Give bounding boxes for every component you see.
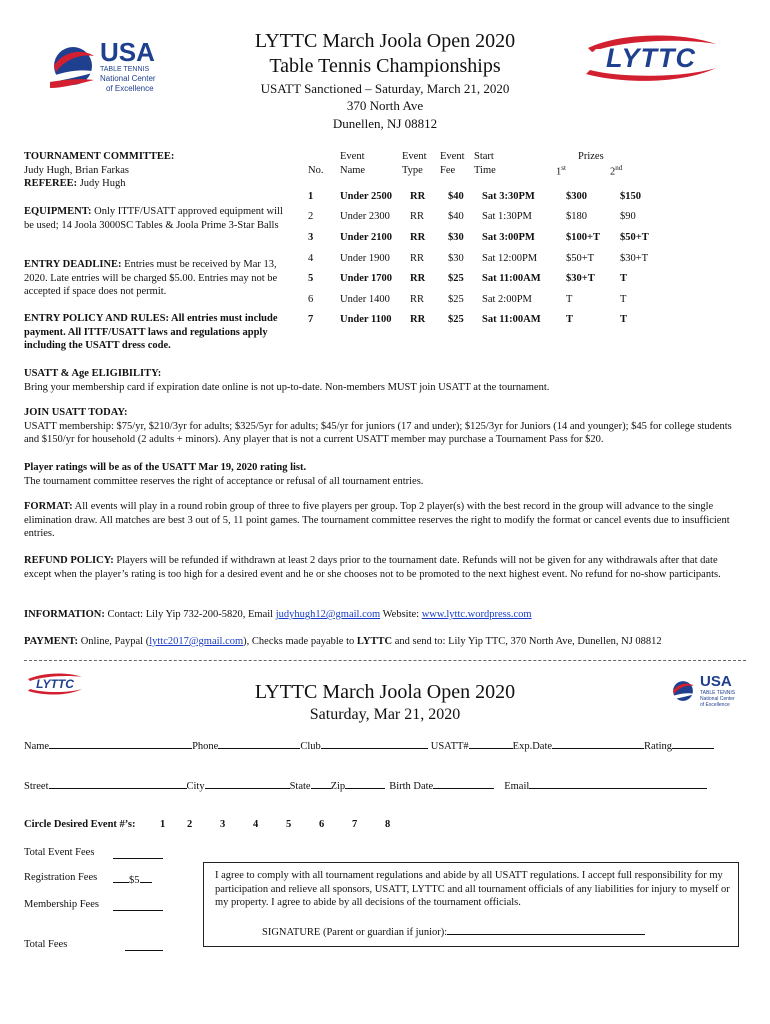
- form-title: LYTTC March Joola Open 2020: [254, 681, 516, 703]
- total-fees-label: Total Fees: [24, 939, 68, 950]
- event-choice-5[interactable]: 5: [286, 819, 292, 830]
- field-usatt-label: USATT#: [430, 741, 469, 752]
- equipment-label: EQUIPMENT:: [24, 206, 92, 217]
- form-usa-swoosh-icon: [670, 678, 696, 706]
- header-first: [556, 162, 566, 179]
- join-text: USATT membership: $75/yr, $210/3yr for adults; $325/5yr for adults; $45/yr for juniors (17 and under); $125/3yr for Juniors (14 and younger); $45 for college students and $150/yr for household (2 adults + minors). Any player that is not a current USATT member may purchase a Tournament Pass for $20.: [24, 420, 732, 445]
- field-name-input[interactable]: [49, 737, 192, 749]
- format-section: [24, 500, 746, 541]
- information-section: [24, 608, 746, 622]
- page-title: LYTTC March Joola Open 2020: [254, 30, 516, 52]
- event-no: 3: [308, 231, 314, 243]
- form-lyttc-logo: [26, 672, 84, 696]
- event-name: Under 2300: [340, 211, 390, 223]
- information-web-link[interactable]: www.lyttc.wordpress.com: [421, 609, 532, 620]
- field-rating-label: Rating: [644, 741, 673, 752]
- event-type: RR: [410, 231, 426, 243]
- event-time: Sat 3:30PM: [482, 190, 535, 202]
- field-state-label: State: [289, 781, 311, 792]
- form-usa-logo-line1: TABLE TENNIS: [700, 690, 736, 696]
- event-row: [300, 248, 668, 269]
- equipment-block: [24, 205, 286, 232]
- lyttc-logo: [582, 32, 720, 84]
- membership-fees-label: Membership Fees: [24, 899, 99, 910]
- event-prize-first: $30+T: [566, 273, 595, 285]
- event-prize-first: $50+T: [566, 252, 595, 264]
- event-name: Under 1900: [340, 252, 390, 264]
- membership-fees-input[interactable]: [113, 899, 163, 911]
- total-event-fees-input[interactable]: [113, 847, 163, 859]
- format-text: All events will play in a round robin group of three to five players per group. Top 2 player(s) with the best record in the group will advance to the single elimination draw. All matches are best 3 out of 5, 11 point games. The tournament committee reserves the right to modify the format or cancel events due to insufficient entries.: [24, 501, 730, 539]
- header-first-num: 1: [556, 166, 562, 178]
- field-birthdate-label: Birth Date: [389, 781, 434, 792]
- deadline-text: Entries must be received by Mar 13, 2020. Late entries will be charged $5.00. Entries may not be accepted if space does not permit.: [24, 259, 278, 297]
- field-usatt-input[interactable]: [469, 737, 513, 749]
- header-prizes: Prizes: [578, 151, 604, 162]
- events-table: [300, 186, 668, 330]
- event-fee: $40: [448, 211, 464, 223]
- equipment-text: Only ITTF/USATT approved equipment will be used; 14 Joola 3000SC Tables & Joola Prime 3-Star Balls: [24, 206, 283, 231]
- field-club-label: Club: [300, 741, 321, 752]
- referee-name: Judy Hugh: [79, 178, 126, 189]
- event-type: RR: [410, 211, 425, 223]
- event-time: Sat 12:00PM: [482, 252, 538, 264]
- event-prize-second: $50+T: [620, 231, 649, 243]
- usa-logo-line3: of Excellence: [106, 84, 154, 93]
- header-fee-top: Event: [440, 151, 465, 162]
- eligibility-label: USATT & Age ELIGIBILITY:: [24, 368, 162, 379]
- deadline-label: ENTRY DEADLINE:: [24, 259, 122, 270]
- event-choice-7[interactable]: 7: [352, 819, 358, 830]
- event-time: Sat 11:00AM: [482, 314, 541, 326]
- eligibility-text: Bring your membership card if expiration date online is not up-to-date. Non-members MUST join USATT at the tournament.: [24, 381, 550, 393]
- event-choice-8[interactable]: 8: [385, 819, 391, 830]
- event-prize-first: $100+T: [566, 231, 600, 243]
- field-name-label: Name: [24, 741, 50, 752]
- deadline-block: [24, 258, 286, 299]
- header-no: No.: [308, 165, 324, 176]
- registration-blank-left: [113, 871, 129, 883]
- header-second-num: 2: [610, 166, 616, 178]
- event-row: [300, 227, 668, 248]
- signature-input[interactable]: [447, 923, 645, 935]
- entry-policy: ENTRY POLICY AND RULES: All entries must include payment. All ITTF/USATT laws and regulations apply including the USATT dress code.: [24, 313, 278, 351]
- event-prize-first: T: [566, 293, 573, 305]
- event-name: Under 2500: [340, 190, 393, 202]
- total-fees-input[interactable]: [125, 939, 163, 951]
- event-choice-1[interactable]: 1: [160, 819, 166, 830]
- header-time: Time: [474, 165, 496, 176]
- refund-section: [24, 554, 746, 581]
- event-type: RR: [410, 190, 426, 202]
- total-event-fees-label: Total Event Fees: [24, 847, 95, 858]
- header-type: Type: [402, 165, 423, 176]
- event-time: Sat 11:00AM: [482, 273, 541, 285]
- event-row: [300, 268, 668, 289]
- form-lyttc-logo-text: LYTTC: [36, 677, 74, 691]
- information-label: INFORMATION:: [24, 609, 105, 620]
- event-fee: $25: [448, 293, 464, 305]
- registration-fees-label: Registration Fees: [24, 872, 98, 883]
- payment-payee: LYTTC: [356, 636, 393, 647]
- usa-swoosh-icon: [48, 42, 98, 94]
- event-type: RR: [410, 314, 426, 326]
- form-date: Saturday, Mar 21, 2020: [309, 706, 461, 723]
- payment-text-1: Online, Paypal (: [80, 636, 150, 647]
- event-no: 1: [308, 190, 314, 202]
- event-prize-first: $180: [566, 211, 587, 223]
- committee-label: TOURNAMENT COMMITTEE:: [24, 151, 175, 162]
- event-prize-first: $300: [566, 190, 587, 202]
- usa-logo-line2: National Center: [100, 74, 156, 83]
- header-name: Name: [340, 165, 366, 176]
- sanction-line: USATT Sanctioned – Saturday, March 21, 2020: [260, 81, 510, 96]
- form-usa-logo-main: USA: [700, 673, 732, 690]
- referee-label: REFEREE:: [24, 178, 78, 189]
- event-fee: $40: [448, 190, 464, 202]
- field-city-label: City: [186, 781, 205, 792]
- event-fee: $30: [448, 252, 464, 264]
- information-email-link[interactable]: judyhugh12@gmail.com: [275, 609, 381, 620]
- header-type-top: Event: [402, 151, 427, 162]
- field-birthdate-input[interactable]: [433, 777, 494, 789]
- field-club-input[interactable]: [321, 737, 428, 749]
- event-fee: $25: [448, 273, 464, 285]
- registration-fees-amount: $5: [129, 875, 140, 886]
- information-text: Contact: Lily Yip 732-200-5820, Email: [107, 609, 274, 620]
- event-prize-second: T: [620, 293, 627, 305]
- ratings-text: The tournament committee reserves the right of acceptance or refusal of all tournament entries.: [24, 475, 424, 487]
- event-name: Under 1100: [340, 314, 392, 326]
- event-no: 7: [308, 314, 314, 326]
- event-name: Under 1700: [340, 273, 393, 285]
- field-zip-label: Zip: [330, 781, 346, 792]
- agreement-box: [203, 862, 739, 947]
- field-rating-input[interactable]: [672, 737, 714, 749]
- header-second-sup: nd: [615, 164, 623, 172]
- event-row: [300, 289, 668, 310]
- event-time: Sat 1:30PM: [482, 211, 532, 223]
- eligibility-section: [24, 367, 746, 394]
- event-no: 4: [308, 252, 314, 264]
- event-name: Under 1400: [340, 293, 390, 305]
- payment-email-link[interactable]: lyttc2017@gmail.com: [149, 636, 244, 647]
- information-web-label: Website:: [382, 609, 420, 620]
- event-type: RR: [410, 293, 425, 305]
- event-prize-second: T: [620, 314, 628, 326]
- header-first-sup: st: [561, 164, 566, 172]
- event-no: 6: [308, 293, 314, 305]
- field-state-input[interactable]: [311, 777, 331, 789]
- event-fee: $25: [448, 314, 464, 326]
- usa-logo-line1: TABLE TENNIS: [100, 66, 150, 73]
- address-line-2: Dunellen, NJ 08812: [332, 116, 438, 131]
- event-prize-first: T: [566, 314, 574, 326]
- event-row: [300, 207, 668, 228]
- event-no: 2: [308, 211, 314, 223]
- event-type: RR: [410, 273, 426, 285]
- join-section: [24, 406, 746, 447]
- payment-text-3: and send to: Lily Yip TTC, 370 North Ave, Dunellen, NJ 08812: [394, 636, 662, 647]
- event-time: Sat 3:00PM: [482, 231, 535, 243]
- event-choice-3[interactable]: 3: [220, 819, 226, 830]
- field-street-input[interactable]: [49, 777, 187, 789]
- join-label: JOIN USATT TODAY:: [24, 407, 128, 418]
- event-time: Sat 2:00PM: [482, 293, 532, 305]
- event-prize-second: $150: [620, 190, 641, 202]
- page-subtitle: Table Tennis Championships: [269, 55, 501, 77]
- circle-events-label: Circle Desired Event #’s:: [24, 819, 136, 830]
- field-email-label: Email: [504, 781, 530, 792]
- event-name: Under 2100: [340, 231, 393, 243]
- form-usa-logo: [670, 674, 750, 712]
- event-type: RR: [410, 252, 425, 264]
- field-phone-input[interactable]: [218, 737, 300, 749]
- signature-line: [262, 923, 645, 940]
- field-street-label: Street: [24, 781, 49, 792]
- signature-label: SIGNATURE (Parent or guardian if junior):: [262, 927, 448, 938]
- payment-text-2: ), Checks made payable to: [243, 636, 355, 647]
- event-fee: $30: [448, 231, 464, 243]
- registration-blank-right: [140, 871, 152, 883]
- form-row-address: [24, 777, 707, 794]
- payment-label: PAYMENT:: [24, 636, 79, 647]
- event-row: [300, 310, 668, 331]
- registration-fees-value: [113, 871, 152, 888]
- event-no: 5: [308, 273, 314, 285]
- usa-table-tennis-logo: [48, 38, 183, 100]
- refund-text: Players will be refunded if withdrawn at least 2 days prior to the tournament date. Refunds will not be given for any withdrawals after that date except when the player’s rating is too high for a desired event and he or she chooses not to be promoted to the next highest event. No refund for no-show participants.: [24, 555, 721, 580]
- event-prize-second: T: [620, 273, 628, 285]
- event-number-choices: [160, 818, 418, 832]
- event-choice-2[interactable]: 2: [187, 819, 193, 830]
- committee-names: Judy Hugh, Brian Farkas: [24, 164, 129, 176]
- field-city-input[interactable]: [205, 777, 290, 789]
- event-row: [300, 186, 668, 207]
- refund-label: REFUND POLICY:: [24, 555, 114, 566]
- usa-logo-main: USA: [100, 37, 155, 67]
- form-usa-logo-line2: National Center: [700, 696, 735, 702]
- header-second: [610, 162, 622, 179]
- header-event: Event: [340, 151, 365, 162]
- ratings-section: [24, 461, 746, 488]
- committee-block: [24, 150, 284, 191]
- field-zip-input[interactable]: [345, 777, 385, 789]
- field-expdate-input[interactable]: [552, 737, 644, 749]
- form-row-personal: [24, 737, 714, 754]
- address-line-1: 370 North Ave: [346, 98, 424, 113]
- lyttc-logo-text: LYTTC: [606, 43, 696, 73]
- field-expdate-label: Exp.Date: [512, 741, 553, 752]
- event-choice-4[interactable]: 4: [253, 819, 259, 830]
- payment-section: [24, 635, 746, 649]
- format-label: FORMAT:: [24, 501, 73, 512]
- form-usa-logo-line3: of Excellence: [700, 702, 730, 708]
- field-phone-label: Phone: [192, 741, 219, 752]
- cut-line: [24, 660, 746, 661]
- header-fee: Fee: [440, 165, 456, 176]
- agreement-text: I agree to comply with all tournament regulations and abide by all USATT regulations. I accept full responsibility for my participation and relieve all sponsors, USATT, LYTTC and all tournament officials of any liabilities for injury to myself or my property. I agree to abide by all decisions of the tournament officials.: [215, 870, 730, 908]
- ratings-label: Player ratings will be as of the USATT Mar 19, 2020 rating list.: [24, 462, 307, 473]
- header-start: Start: [474, 151, 494, 162]
- event-prize-second: $30+T: [620, 252, 649, 264]
- field-email-input[interactable]: [529, 777, 707, 789]
- event-prize-second: $90: [620, 211, 636, 223]
- event-choice-6[interactable]: 6: [319, 819, 325, 830]
